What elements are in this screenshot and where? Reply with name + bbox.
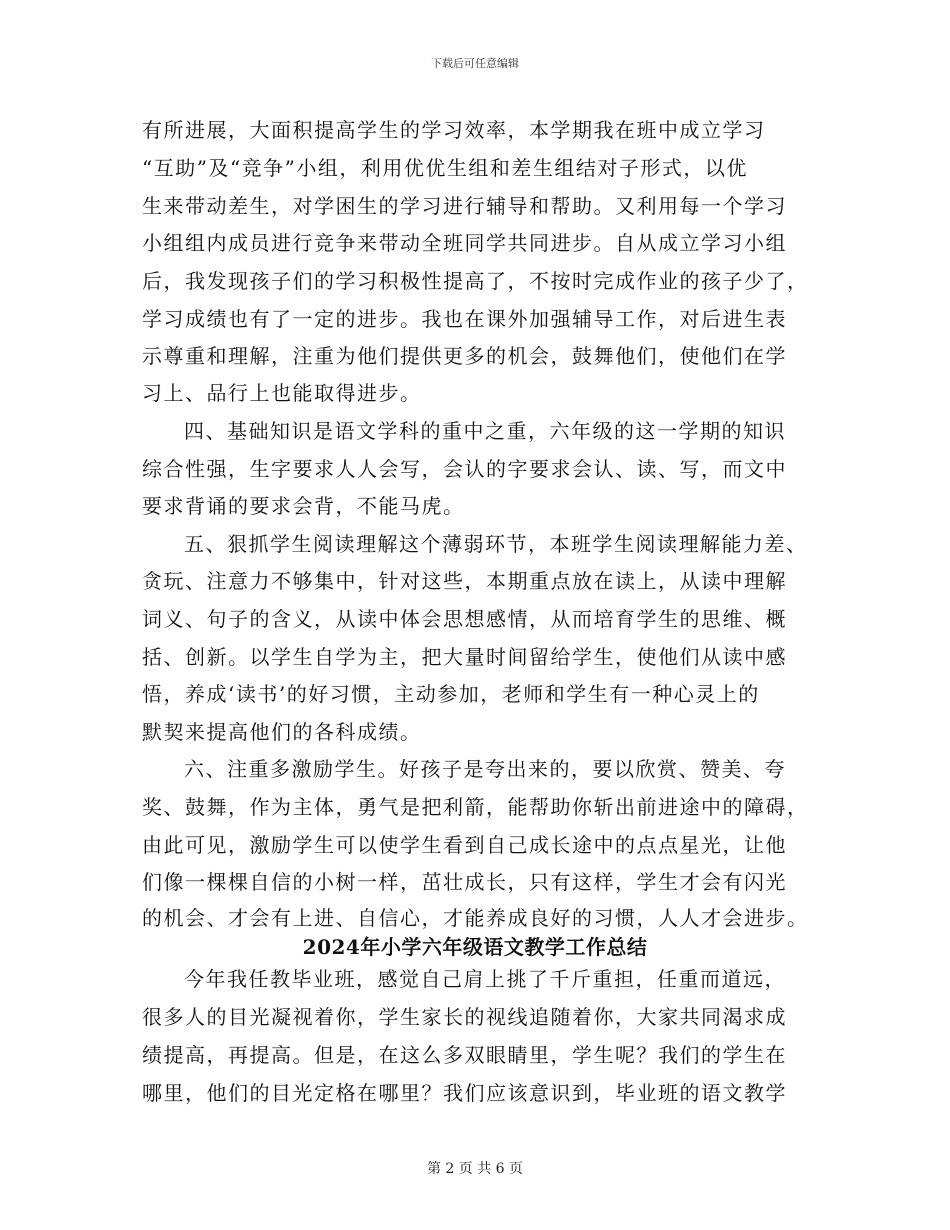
text-line: 由此可见，激励学生可以使学生看到自己成长途中的点点星光，让他 — [142, 833, 787, 857]
text-line: 要求背诵的要求会背，不能马虎。 — [142, 494, 465, 518]
text-line: 综合性强，生字要求人人会写，会认的字要求会认、读、写，而文中 — [142, 457, 787, 481]
text-line: 悟，养成‘读书’的好习惯，主动参加，老师和学生有一种心灵上的 — [142, 682, 760, 706]
text-line: 们像一棵棵自信的小树一样，茁壮成长，只有这样，学生才会有闪光 — [142, 870, 787, 894]
text-line: “互助”及“竞争”小组，利用优优生组和差生组结对子形式，以优 — [142, 156, 748, 180]
text-line: 四、基础知识是语文学科的重中之重，六年级的这一学期的知识 — [184, 419, 786, 443]
text-line: 示尊重和理解，注重为他们提供更多的机会，鼓舞他们，使他们在学 — [142, 344, 787, 368]
text-line: 后，我发现孩子们的学习积极性提高了，不按时完成作业的孩子少了， — [142, 269, 809, 293]
text-line: 贪玩、注意力不够集中，针对这些，本期重点放在读上，从读中理解 — [142, 569, 787, 593]
page-header: 下载后可任意编辑 — [431, 57, 519, 70]
text-line: 哪里，他们的目光定格在哪里？我们应该意识到，毕业班的语文教学 — [142, 1081, 787, 1105]
page-footer: 第 2 页 共 6 页 — [426, 1161, 524, 1177]
text-line: 绩提高，再提高。但是，在这么多双眼睛里，学生呢？我们的学生在 — [142, 1043, 787, 1067]
text-line: 学习成绩也有了一定的进步。我也在课外加强辅导工作，对后进生表 — [142, 307, 787, 331]
text-line: 六、注重多激励学生。好孩子是夸出来的，要以欣赏、赞美、夸 — [184, 757, 786, 781]
text-line: 小组组内成员进行竞争来带动全班同学共同进步。自从成立学习小组 — [142, 231, 787, 255]
text-line: 括、创新。以学生自学为主，把大量时间留给学生，使他们从读中感 — [142, 645, 787, 669]
text-line: 习上、品行上也能取得进步。 — [142, 381, 422, 405]
text-line: 生来带动差生，对学困生的学习进行辅导和帮助。又利用每一个学习 — [142, 194, 787, 218]
text-line: 的机会、才会有上进、自信心，才能养成良好的习惯，人人才会进步。 — [142, 906, 809, 930]
text-line: 奖、鼓舞，作为主体，勇气是把利箭，能帮助你斩出前进途中的障碍， — [142, 795, 809, 819]
text-line: 有所进展，大面积提高学生的学习效率，本学期我在班中成立学习 — [142, 118, 766, 142]
text-line: 默契来提高他们的各科成绩。 — [142, 720, 422, 744]
text-line: 今年我任教毕业班，感觉自己肩上挑了千斤重担，任重而道远， — [184, 967, 786, 991]
text-line: 词义、句子的含义，从读中体会思想感情，从而培育学生的思维、概 — [142, 607, 787, 631]
section-title: 2024年小学六年级语文教学工作总结 — [302, 935, 648, 959]
text-line: 很多人的目光凝视着你，学生家长的视线追随着你，大家共同渴求成 — [142, 1005, 787, 1029]
text-line: 五、狠抓学生阅读理解这个薄弱环节，本班学生阅读理解能力差、 — [184, 532, 808, 556]
